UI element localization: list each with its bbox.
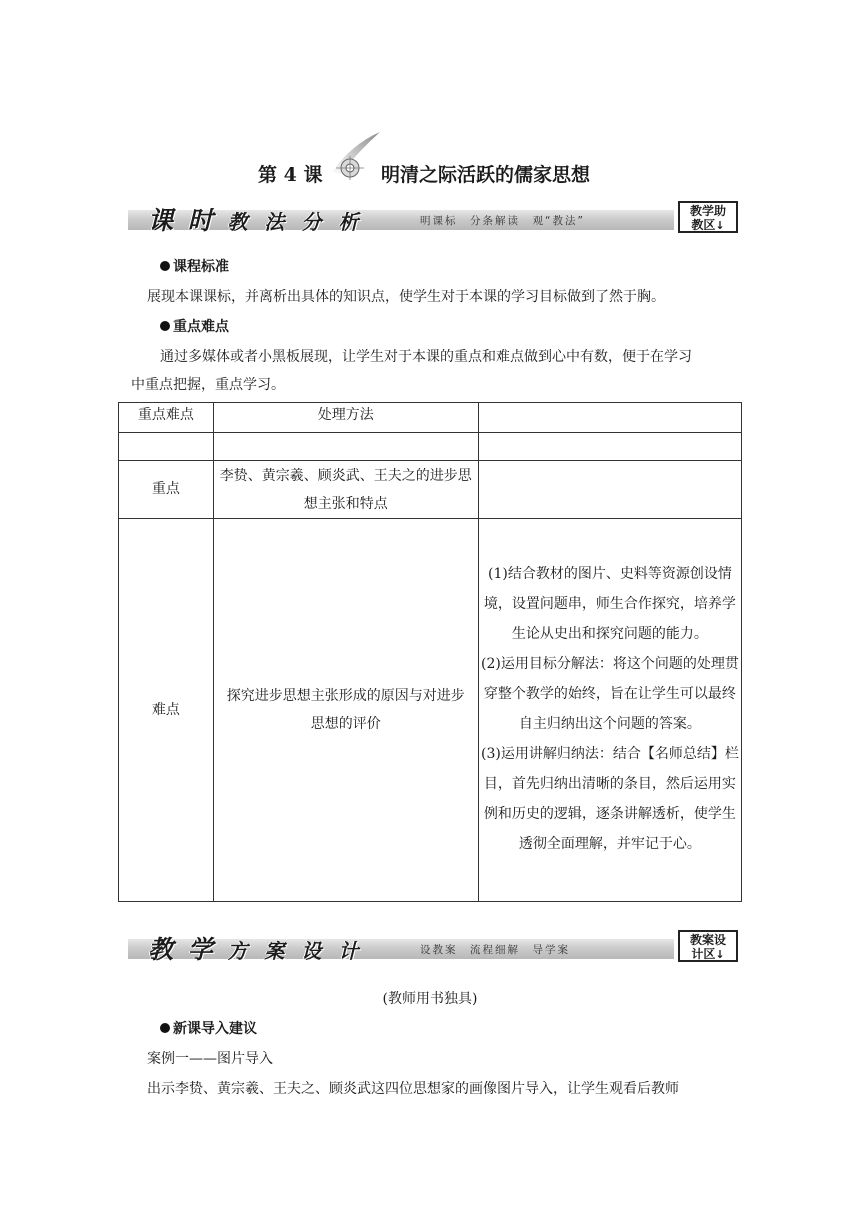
method-item-2: (2)运用目标分解法：将这个问题的处理贯穿整个教学的始终，旨在让学生可以最终自主归纳出这个问题的答案。: [481, 656, 739, 732]
compass-pen-icon: [326, 130, 382, 184]
down-arrow-icon: ↓: [715, 219, 725, 232]
heading-key-points: [160, 316, 229, 336]
table-header-row: [119, 403, 742, 433]
section-banner-design: [128, 930, 742, 964]
case-paragraph: 出示李贽、黄宗羲、王夫之、顾炎武这四位思想家的画像图片导入，让学生观看后教师: [147, 1081, 679, 1097]
banner-title-part1: 课 时: [148, 206, 216, 235]
banner-subtitle: 设教案 流程细解 导学案: [420, 944, 570, 956]
empty-cell: [119, 433, 214, 461]
header-cell-method: 处理方法: [213, 403, 478, 433]
row-content-key: [213, 461, 478, 519]
row-method-key: [478, 461, 741, 519]
banner-box-line2: 计区: [691, 947, 716, 961]
banner-zone-box: [678, 930, 738, 962]
key-points-table: [118, 402, 742, 902]
row-label-key: 重点: [119, 461, 214, 519]
down-arrow-icon: ↓: [715, 948, 725, 961]
lesson-number: 第 4 课: [258, 164, 323, 186]
row-content-difficult: [213, 519, 478, 902]
heading-curriculum-text: 课程标准: [173, 259, 229, 275]
case-title: 案例一——图片导入: [147, 1051, 273, 1067]
para-key-points-line1: 通过多媒体或者小黑板展现，让学生对于本课的重点和难点做到心中有数，便于在学习: [160, 349, 692, 365]
bullet-icon: [160, 261, 170, 271]
row-content-key-text: 李贽、黄宗羲、顾炎武、王夫之的进步思想主张和特点: [219, 467, 472, 512]
empty-cell: [478, 433, 741, 461]
row-label-difficult: 难点: [119, 519, 214, 902]
heading-curriculum: [160, 256, 229, 276]
banner-box-line2: 教区: [691, 218, 716, 232]
bullet-icon: [160, 1023, 170, 1033]
para-curriculum: 展现本课课标，并离析出具体的知识点，使学生对于本课的学习目标做到了然于胸。: [147, 289, 665, 305]
table-empty-row: [119, 433, 742, 461]
banner-title-part1: 教 学: [148, 935, 216, 964]
header-cell-extra: [478, 403, 741, 433]
heading-key-points-text: 重点难点: [173, 319, 229, 335]
section-banner-analysis: [128, 201, 742, 235]
banner-zone-box: [678, 201, 738, 233]
banner-box-line1: 教案设: [689, 933, 726, 947]
banner-box-line1: 教学助: [689, 204, 726, 218]
method-item-1: (1)结合教材的图片、史料等资源创设情境，设置问题串，师生合作探究，培养学生论从史出和探究问题的能力。: [483, 566, 736, 642]
bullet-icon: [160, 321, 170, 331]
para-key-points-line2: 中重点把握，重点学习。: [131, 377, 285, 393]
lesson-name: 明清之际活跃的儒家思想: [381, 164, 591, 186]
banner-title: [148, 930, 363, 966]
teacher-note: (教师用书独具): [382, 991, 478, 1007]
banner-title: [148, 201, 363, 237]
method-item-3: (3)运用讲解归纳法：结合【名师总结】栏目，首先归纳出清晰的条目，然后运用实例和历史的逻辑，逐条讲解透析，使学生透彻全面理解，并牢记于心。: [481, 746, 739, 852]
table-row-difficult: [119, 519, 742, 902]
banner-subtitle: 明课标 分条解读 观“教法”: [420, 215, 585, 227]
banner-title-part2: 方 案 设 计: [227, 939, 364, 963]
empty-cell: [213, 433, 478, 461]
lesson-title: [0, 156, 860, 188]
row-content-difficult-text: 探究进步思想主张形成的原因与对进步思想的评价: [226, 688, 465, 732]
table-row-key: [119, 461, 742, 519]
banner-title-part2: 教 法 分 析: [227, 210, 364, 234]
heading-intro: [160, 1018, 257, 1038]
header-cell-points: 重点难点: [119, 403, 214, 433]
heading-intro-text: 新课导入建议: [173, 1021, 257, 1037]
row-methods-difficult: [478, 519, 741, 902]
